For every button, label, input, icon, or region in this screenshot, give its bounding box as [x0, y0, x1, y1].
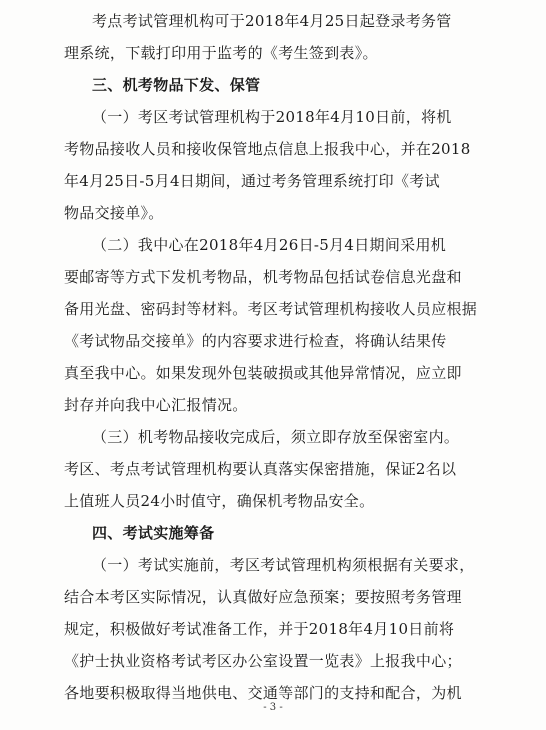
body-text-line: 各地要积极取得当地供电、交通等部门的支持和配合，为机 — [64, 684, 462, 702]
body-text-line: 封存并向我中心汇报情况。 — [64, 396, 248, 414]
body-text-line: 考区、考点考试管理机构要认真落实保密措施，保证2名以 — [64, 460, 457, 478]
body-text-line: 上值班人员24小时值守，确保机考物品安全。 — [64, 492, 375, 510]
body-text-line: 结合本考区实际情况，认真做好应急预案；要按照考务管理 — [64, 588, 462, 606]
page-number: - 3 - — [263, 702, 283, 713]
body-text-line: 规定，积极做好考试准备工作，并于2018年4月10日前将 — [64, 620, 455, 638]
section-heading: 四、考试实施筹备 — [92, 524, 215, 542]
body-text-line: （三）机考物品接收完成后，须立即存放至保密室内。 — [92, 428, 460, 446]
section-heading: 三、机考物品下发、保管 — [92, 76, 261, 94]
body-text-line: 《考试物品交接单》的内容要求进行检查，将确认结果传 — [64, 332, 447, 350]
body-text-line: 物品交接单》。 — [64, 204, 164, 222]
body-text-line: （二）我中心在2018年4月26日-5月4日期间采用机 — [92, 236, 447, 254]
body-text-line: （一）考区考试管理机构于2018年4月10日前，将机 — [92, 108, 452, 126]
body-text-line: 考点考试管理机构可于2018年4月25日起登录考务管 — [92, 12, 452, 30]
body-text-line: 要邮寄等方式下发机考物品，机考物品包括试卷信息光盘和 — [64, 268, 462, 286]
body-text-line: 《护士执业资格考试考区办公室设置一览表》上报我中心； — [64, 652, 462, 670]
body-text-line: 理系统，下载打印用于监考的《考生签到表》。 — [64, 44, 378, 62]
body-text-line: （一）考试实施前，考区考试管理机构须根据有关要求， — [92, 556, 475, 574]
body-text-line: 备用光盘、密码封等材料。考区考试管理机构接收人员应根据 — [64, 300, 478, 318]
body-text-line: 年4月25日-5月4日期间，通过考务管理系统打印《考试 — [64, 172, 440, 190]
body-text-line: 考物品接收人员和接收保管地点信息上报我中心，并在2018 — [64, 140, 471, 158]
body-text-line: 真至我中心。如果发现外包装破损或其他异常情况，应立即 — [64, 364, 462, 382]
